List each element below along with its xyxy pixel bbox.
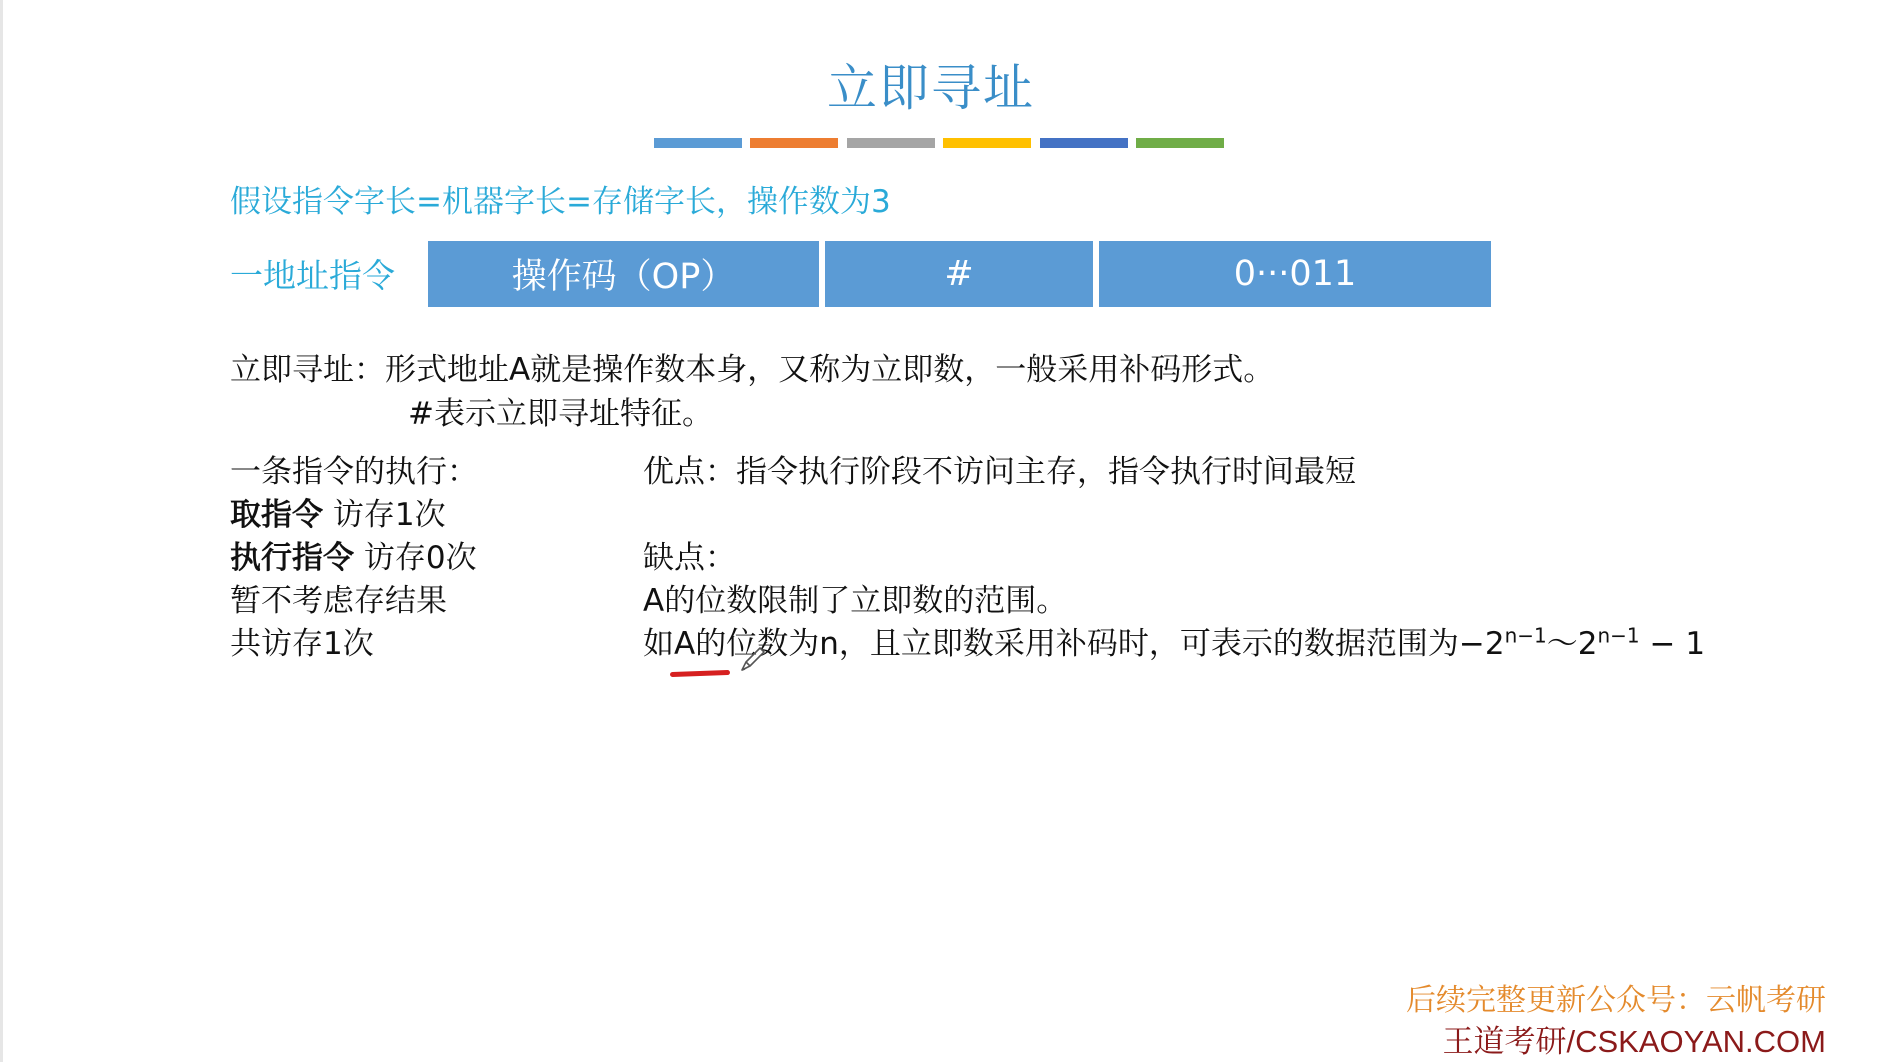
disadvantage-line-1: A的位数限制了立即数的范围。 [643,583,1068,619]
execution-total: 共访存1次 [230,626,374,662]
pen-icon [738,644,768,674]
execution-exec-label: 执行指令 [230,540,354,576]
color-bar-yellow [943,138,1031,148]
execution-fetch-label: 取指令 [230,497,323,533]
assumption-text: 假设指令字长=机器字长=存储字长，操作数为3 [230,184,891,220]
slide-edge [0,0,3,1062]
color-bar-green [1136,138,1224,148]
advantage-text: 优点：指令执行阶段不访问主存，指令执行时间最短 [643,454,1356,490]
field-immediate-flag: # [825,241,1093,307]
execution-fetch [230,489,446,534]
footer-update-note: 后续完整更新公众号：云帆考研 [1406,983,1826,1018]
footer-brand: 王道考研/CSKAOYAN.COM [1442,1024,1826,1059]
range-suffix: − 1 [1639,626,1706,662]
field-opcode: 操作码（OP） [428,241,819,307]
disadvantage-label: 缺点： [643,540,736,576]
slide-title: 立即寻址 [827,59,1035,117]
range-exponent-low: n−1 [1504,623,1547,648]
definition-label: 立即寻址： [230,352,385,388]
color-bar-darkblue [1040,138,1128,148]
instruction-label: 一地址指令 [230,256,395,295]
execution-heading: 一条指令的执行： [230,454,478,490]
definition-line [230,344,1274,389]
field-address: 0···011 [1099,241,1491,307]
definition-text: 形式地址A就是操作数本身，又称为立即数，一般采用补码形式。 [385,352,1275,388]
red-underline-annotation [670,670,730,677]
execution-fetch-count: 访存1次 [323,497,446,533]
range-prefix: 如A的位数为n，且立即数采用补码时，可表示的数据范围为−2 [643,626,1505,662]
color-bar-blue [654,138,742,148]
execution-exec [230,532,477,577]
range-exponent-high: n−1 [1597,623,1640,648]
color-bar-orange [750,138,838,148]
range-tilde: ～2 [1546,626,1598,662]
disadvantage-line-2 [643,618,1705,663]
definition-note: #表示立即寻址特征。 [408,396,713,432]
execution-exec-count: 访存0次 [354,540,477,576]
execution-no-result: 暂不考虑存结果 [230,583,447,619]
color-bar-gray [847,138,935,148]
